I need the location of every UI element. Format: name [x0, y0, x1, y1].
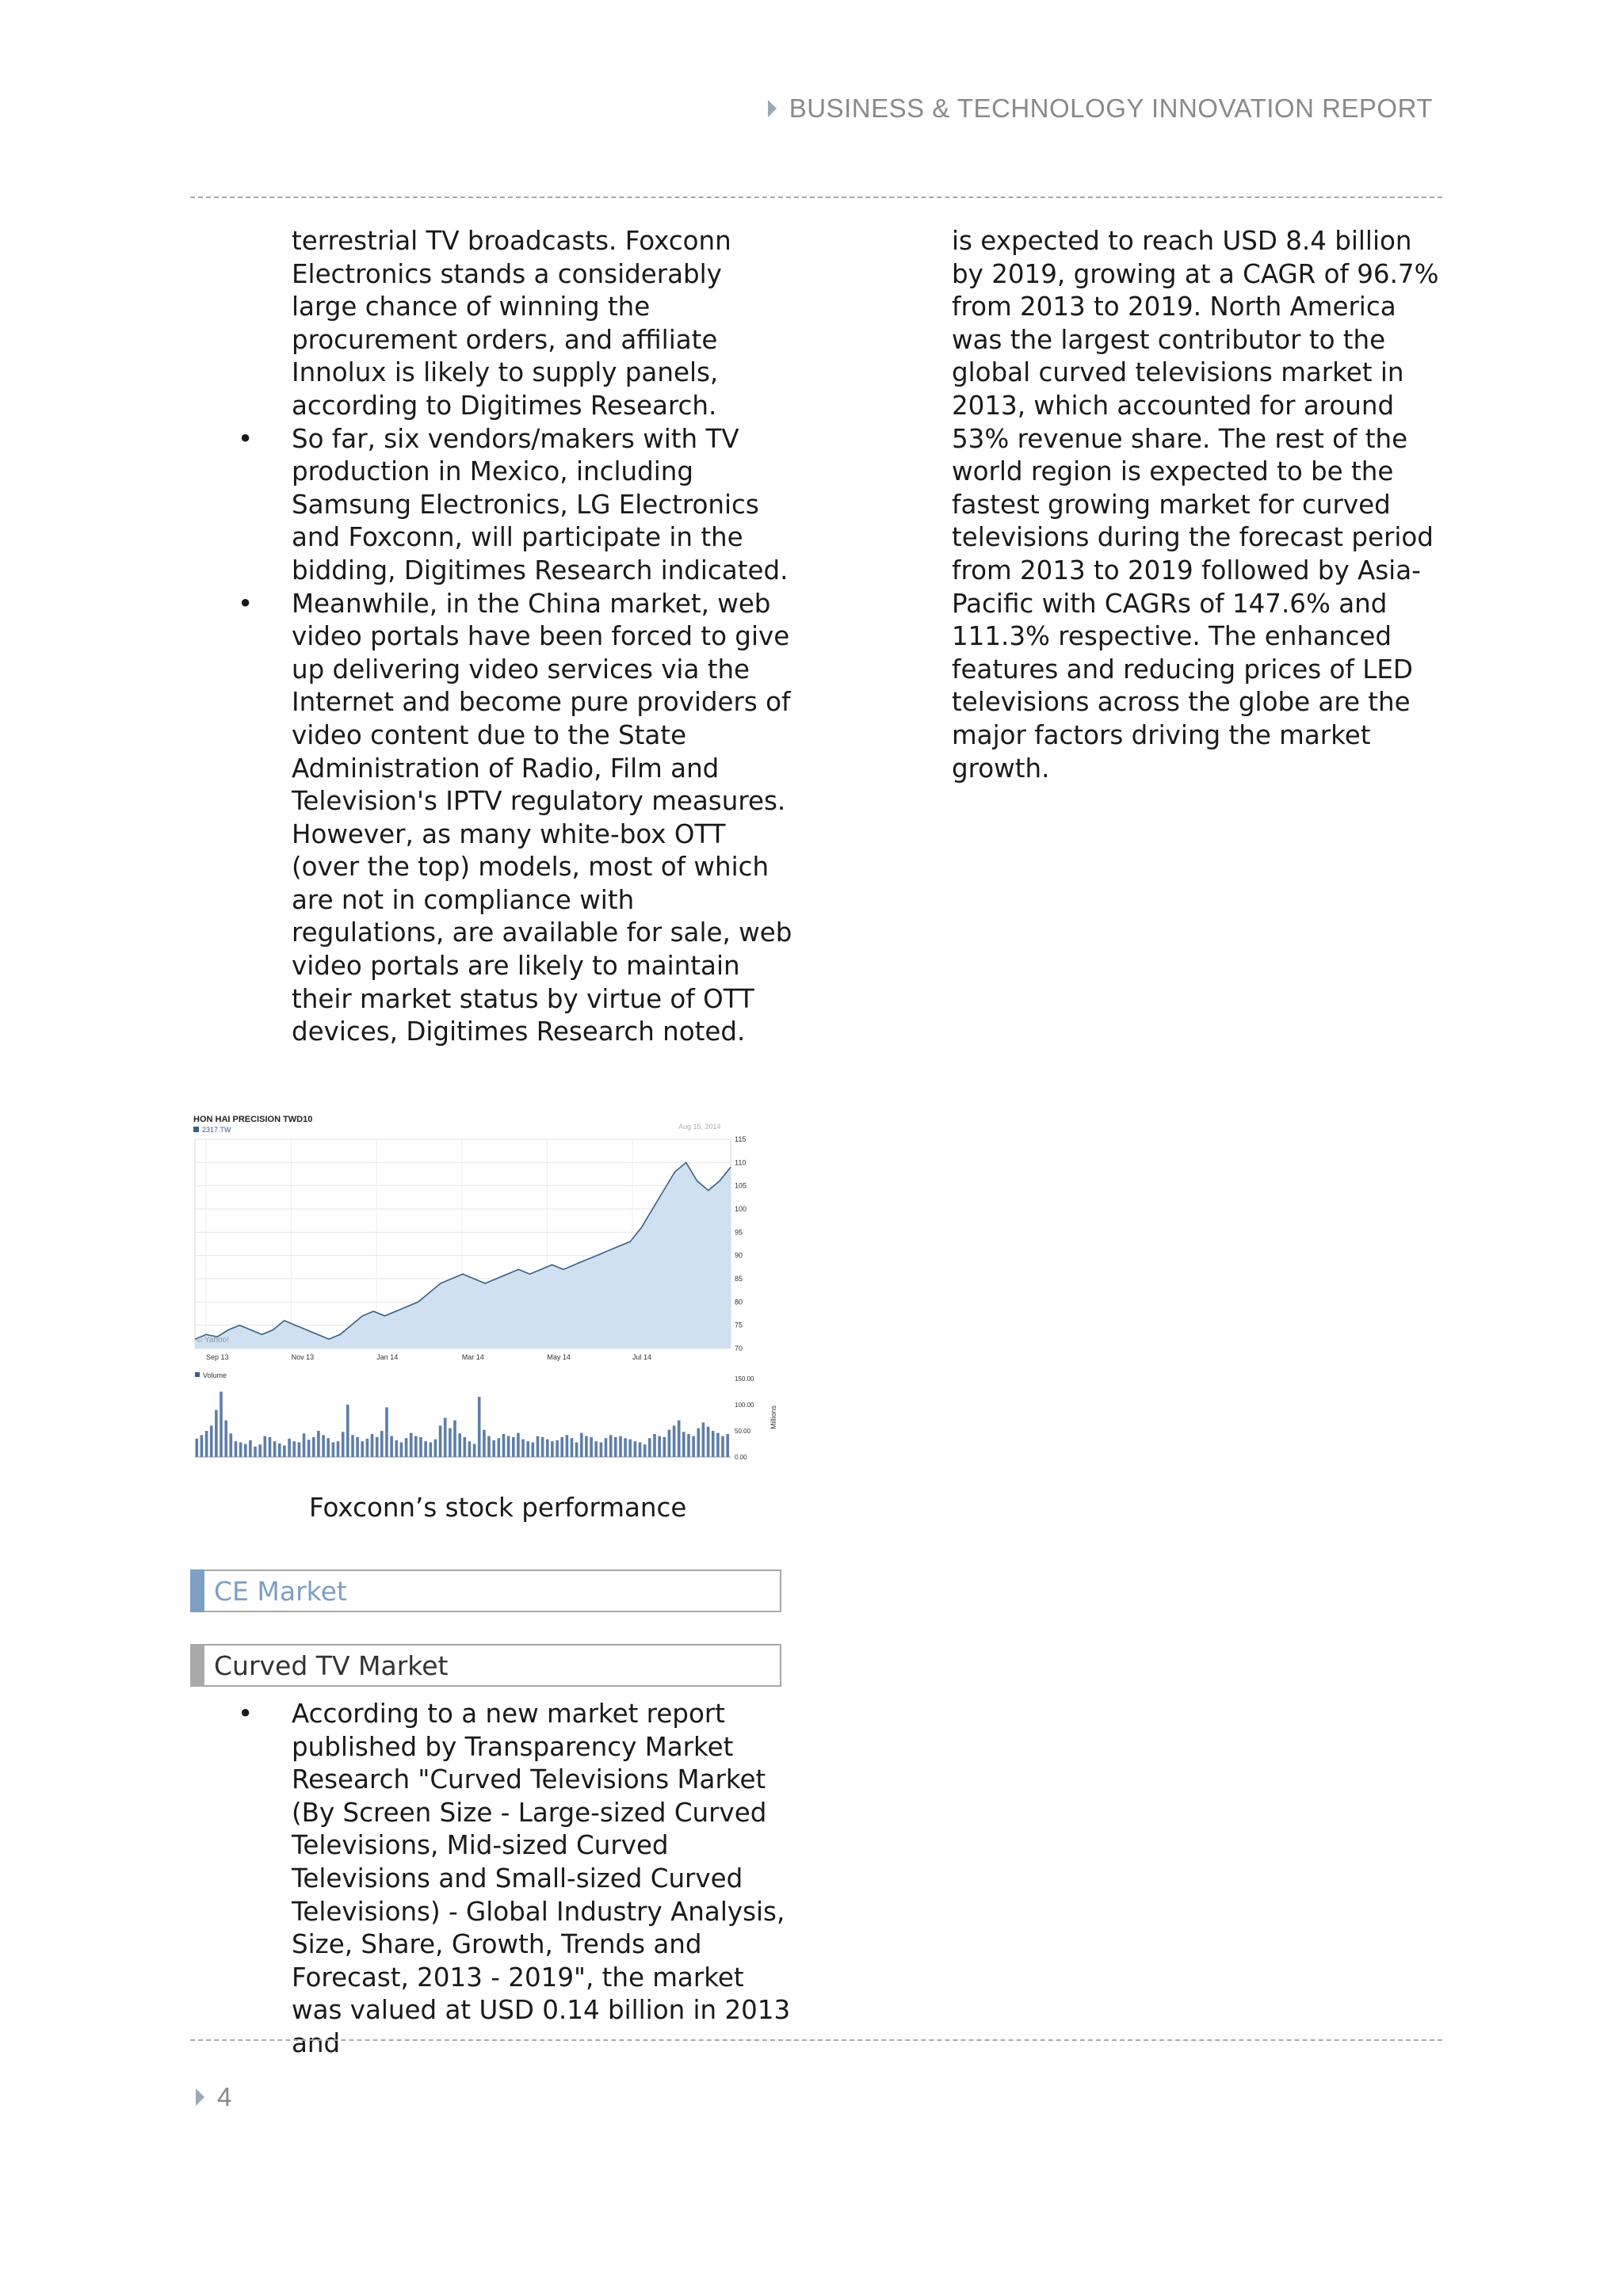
curved-tv-bullet-list [238, 1698, 792, 2061]
volume-bar [303, 1433, 306, 1457]
volume-bar [385, 1407, 388, 1457]
price-y-tick-label: 100 [735, 1205, 747, 1213]
volume-bar [342, 1432, 345, 1457]
volume-bar [351, 1435, 354, 1457]
volume-bar [605, 1438, 608, 1457]
volume-bar [468, 1441, 472, 1457]
volume-bar [269, 1437, 272, 1457]
volume-bar [337, 1441, 340, 1457]
volume-y-tick-label: 0.00 [735, 1454, 747, 1461]
price-x-tick-label: Jan 14 [376, 1353, 399, 1361]
volume-bar [215, 1410, 218, 1457]
volume-bar [537, 1436, 540, 1457]
volume-bar [235, 1441, 238, 1457]
legend-label: 2317.TW [202, 1126, 231, 1134]
volume-legend-swatch [195, 1372, 200, 1377]
volume-bar [273, 1441, 277, 1457]
report-title: BUSINESS & TECHNOLOGY INNOVATION REPORT [789, 93, 1433, 123]
chart-date: Aug 15, 2014 [678, 1123, 721, 1131]
volume-bar [258, 1444, 262, 1457]
price-y-tick-label: 105 [735, 1181, 747, 1190]
volume-bar [356, 1437, 359, 1457]
volume-bar [346, 1405, 349, 1457]
price-y-tick-label: 85 [735, 1275, 743, 1283]
volume-bar [624, 1438, 627, 1457]
volume-bar [521, 1440, 525, 1457]
yahoo-watermark: © Yahoo! [197, 1336, 229, 1344]
volume-bar [230, 1433, 233, 1457]
volume-bar [590, 1437, 593, 1457]
volume-bar [726, 1434, 729, 1457]
volume-bar [712, 1431, 715, 1457]
volume-bar [546, 1440, 549, 1457]
volume-bar [707, 1427, 710, 1457]
section-title: Curved TV Market [214, 1650, 449, 1681]
volume-bar [419, 1437, 422, 1457]
volume-bar [453, 1421, 456, 1457]
volume-bar [498, 1438, 501, 1457]
section-title: CE Market [214, 1575, 347, 1607]
volume-bar [307, 1440, 311, 1457]
volume-bar [721, 1436, 724, 1457]
price-y-tick-label: 70 [735, 1344, 743, 1352]
volume-bar [687, 1434, 690, 1457]
price-y-ticks [735, 1135, 747, 1352]
volume-bar [551, 1441, 554, 1457]
volume-bar [434, 1440, 437, 1457]
volume-bar [224, 1421, 227, 1457]
section-accent-bar [190, 1569, 204, 1612]
price-x-tick-label: May 14 [547, 1353, 571, 1361]
paragraph-text: So far, six vendors/makers with TV production in Mexico, including Samsung Electronics, LG Electronics and Foxconn, will participate in the bidding, Digitimes Research indicated. [292, 423, 789, 585]
report-header [768, 93, 1433, 124]
stock-chart-svg [193, 1111, 788, 1463]
volume-bar [449, 1428, 452, 1457]
volume-bar [678, 1421, 681, 1457]
volume-bar [541, 1437, 544, 1457]
volume-bar [220, 1392, 223, 1458]
volume-bar [424, 1441, 427, 1457]
volume-bar [327, 1438, 330, 1457]
price-y-tick-label: 90 [735, 1251, 743, 1260]
volume-bar [619, 1436, 622, 1457]
volume-bar [526, 1441, 529, 1457]
volume-bar [400, 1443, 403, 1458]
price-x-tick-label: Jul 14 [632, 1353, 652, 1361]
volume-bar [361, 1441, 364, 1457]
chart-caption: Foxconn’s stock performance [309, 1493, 687, 1523]
chart-title: HON HAI PRECISION TWD10 [193, 1115, 313, 1124]
volume-bar [376, 1437, 379, 1457]
list-item [238, 588, 792, 1049]
volume-bar [673, 1425, 676, 1457]
price-x-tick-label: Sep 13 [206, 1353, 229, 1361]
legend-swatch [193, 1127, 199, 1132]
volume-bar [507, 1436, 510, 1457]
section-heading-curved-tv [190, 1644, 781, 1687]
volume-bar [614, 1437, 617, 1457]
volume-bar [560, 1437, 563, 1457]
price-y-tick-label: 95 [735, 1228, 743, 1237]
right-column [952, 225, 1443, 785]
volume-bar [643, 1444, 647, 1457]
volume-bar [639, 1443, 642, 1458]
price-y-tick-label: 110 [735, 1158, 747, 1167]
volume-bar [566, 1435, 569, 1457]
volume-bar [478, 1397, 481, 1457]
top-divider [190, 196, 1442, 198]
price-x-tick-label: Nov 13 [291, 1353, 315, 1361]
paragraph-text: Meanwhile, in the China market, web video portals have been forced to give up delivering video services via the Internet and become pure providers of video content due to the State Administration of Radio, Film and Television's IPTV regulatory measures. However, as many white-box OTT (over the top) models, most of which are not in compliance with regulations, are available for sale, web video portals are likely to maintain their market status by virtue of OTT devices, Digitimes Research noted. [292, 588, 792, 1047]
volume-bar [487, 1436, 491, 1457]
volume-y-tick-label: 150.00 [735, 1375, 754, 1383]
page-footer [196, 2082, 231, 2112]
section-accent-bar [190, 1644, 204, 1687]
section-heading-ce-market [190, 1569, 781, 1612]
volume-bar [628, 1440, 632, 1457]
page-number: 4 [217, 2082, 232, 2111]
bullet-marker: • [238, 588, 254, 619]
volume-bar [414, 1436, 418, 1457]
volume-bar [292, 1441, 296, 1457]
volume-bar [658, 1436, 661, 1457]
volume-bar [716, 1433, 720, 1457]
volume-bar [405, 1438, 408, 1457]
bullet-marker: • [238, 1699, 254, 1729]
volume-bar [532, 1443, 535, 1458]
volume-unit-label: Millions [769, 1405, 777, 1429]
paragraph-text: terrestrial TV broadcasts. Foxconn Electronics stands a considerably large chance of winning the procurement orders, and affiliate Innolux is likely to supply panels, according to Digitimes Research. [292, 226, 731, 421]
volume-bar [571, 1438, 574, 1457]
volume-bar [444, 1418, 447, 1458]
volume-bar [205, 1431, 208, 1457]
volume-bar [575, 1443, 579, 1458]
price-y-tick-label: 80 [735, 1298, 743, 1306]
volume-bar [395, 1440, 399, 1457]
volume-bar [648, 1438, 651, 1457]
volume-bars [195, 1392, 731, 1458]
volume-bar [254, 1447, 257, 1457]
volume-bar [600, 1443, 603, 1458]
volume-bar [298, 1443, 301, 1458]
volume-bar [283, 1446, 286, 1458]
volume-bar [682, 1432, 685, 1457]
left-bullet-list [238, 225, 792, 1049]
volume-bar [517, 1433, 520, 1457]
triangle-icon [768, 100, 777, 117]
volume-bar [439, 1425, 442, 1457]
volume-bar [200, 1435, 204, 1457]
volume-bar [464, 1437, 467, 1457]
volume-bar [502, 1434, 506, 1457]
list-item [238, 423, 792, 588]
volume-bar [196, 1439, 199, 1457]
volume-bar [312, 1437, 315, 1457]
price-x-tick-label: Mar 14 [461, 1353, 484, 1361]
volume-bar [390, 1436, 393, 1457]
stock-chart [193, 1111, 788, 1463]
volume-y-tick-label: 100.00 [735, 1402, 754, 1409]
price-y-tick-label: 115 [735, 1135, 747, 1143]
price-x-ticks [206, 1353, 651, 1361]
volume-bar [249, 1440, 252, 1457]
volume-bar [556, 1440, 559, 1457]
volume-bar [458, 1433, 461, 1457]
volume-bar [332, 1443, 335, 1458]
volume-bar [492, 1440, 495, 1457]
volume-bar [594, 1441, 598, 1457]
volume-bar [322, 1435, 325, 1457]
volume-bar [239, 1443, 242, 1458]
volume-bar [512, 1437, 515, 1457]
price-y-tick-label: 75 [735, 1321, 743, 1329]
list-item [238, 225, 792, 423]
volume-bar [366, 1439, 369, 1457]
volume-bar [430, 1443, 433, 1458]
volume-bar [410, 1433, 413, 1457]
volume-bar [668, 1430, 671, 1457]
volume-bar [663, 1437, 666, 1457]
volume-bar [702, 1422, 705, 1457]
volume-bar [288, 1439, 291, 1457]
bottom-divider [190, 2039, 1442, 2041]
volume-bar [692, 1436, 695, 1457]
volume-y-tick-label: 50.00 [735, 1428, 751, 1435]
volume-bar [580, 1433, 583, 1457]
volume-bar [483, 1430, 486, 1457]
volume-bar [210, 1425, 213, 1457]
volume-bar [473, 1444, 476, 1458]
volume-bar [697, 1428, 701, 1457]
triangle-icon [196, 2088, 204, 2106]
volume-bar [244, 1444, 247, 1458]
volume-bar [609, 1435, 613, 1457]
volume-y-ticks [735, 1375, 754, 1461]
volume-bar [264, 1436, 267, 1457]
volume-label: Volume [203, 1371, 227, 1379]
volume-bar [317, 1431, 320, 1457]
paragraph-text: is expected to reach USD 8.4 billion by 2019, growing at a CAGR of 96.7% from 2013 to 2019. North America was the largest contributor to the global curved televisions market in 2013, which accounted for around 53% revenue share. The rest of the world region is expected to be the fastest growing market for curved televisions during the forecast period from 2013 to 2019 followed by Asia-Pacific with CAGRs of 147.6% and 111.3% respective. The enhanced features and reducing prices of LED televisions across the globe are the major factors driving the market growth. [952, 226, 1439, 784]
volume-bar [371, 1434, 374, 1457]
volume-bar [585, 1436, 588, 1457]
paragraph-text: According to a new market report published by Transparency Market Research "Curved Televisions Market (By Screen Size - Large-sized Curved Televisions, Mid-sized Curved Televisions and Small-sized Curved Televisions) - Global Industry Analysis, Size, Share, Growth, Trends and Forecast, 2013 - 2019", the market was valued at USD 0.14 billion in 2013 and [292, 1699, 791, 2058]
bullet-marker: • [238, 423, 254, 454]
volume-bar [278, 1444, 281, 1457]
volume-bar [380, 1431, 384, 1457]
list-item [238, 1698, 792, 2061]
volume-bar [653, 1434, 656, 1457]
volume-bar [634, 1441, 637, 1457]
